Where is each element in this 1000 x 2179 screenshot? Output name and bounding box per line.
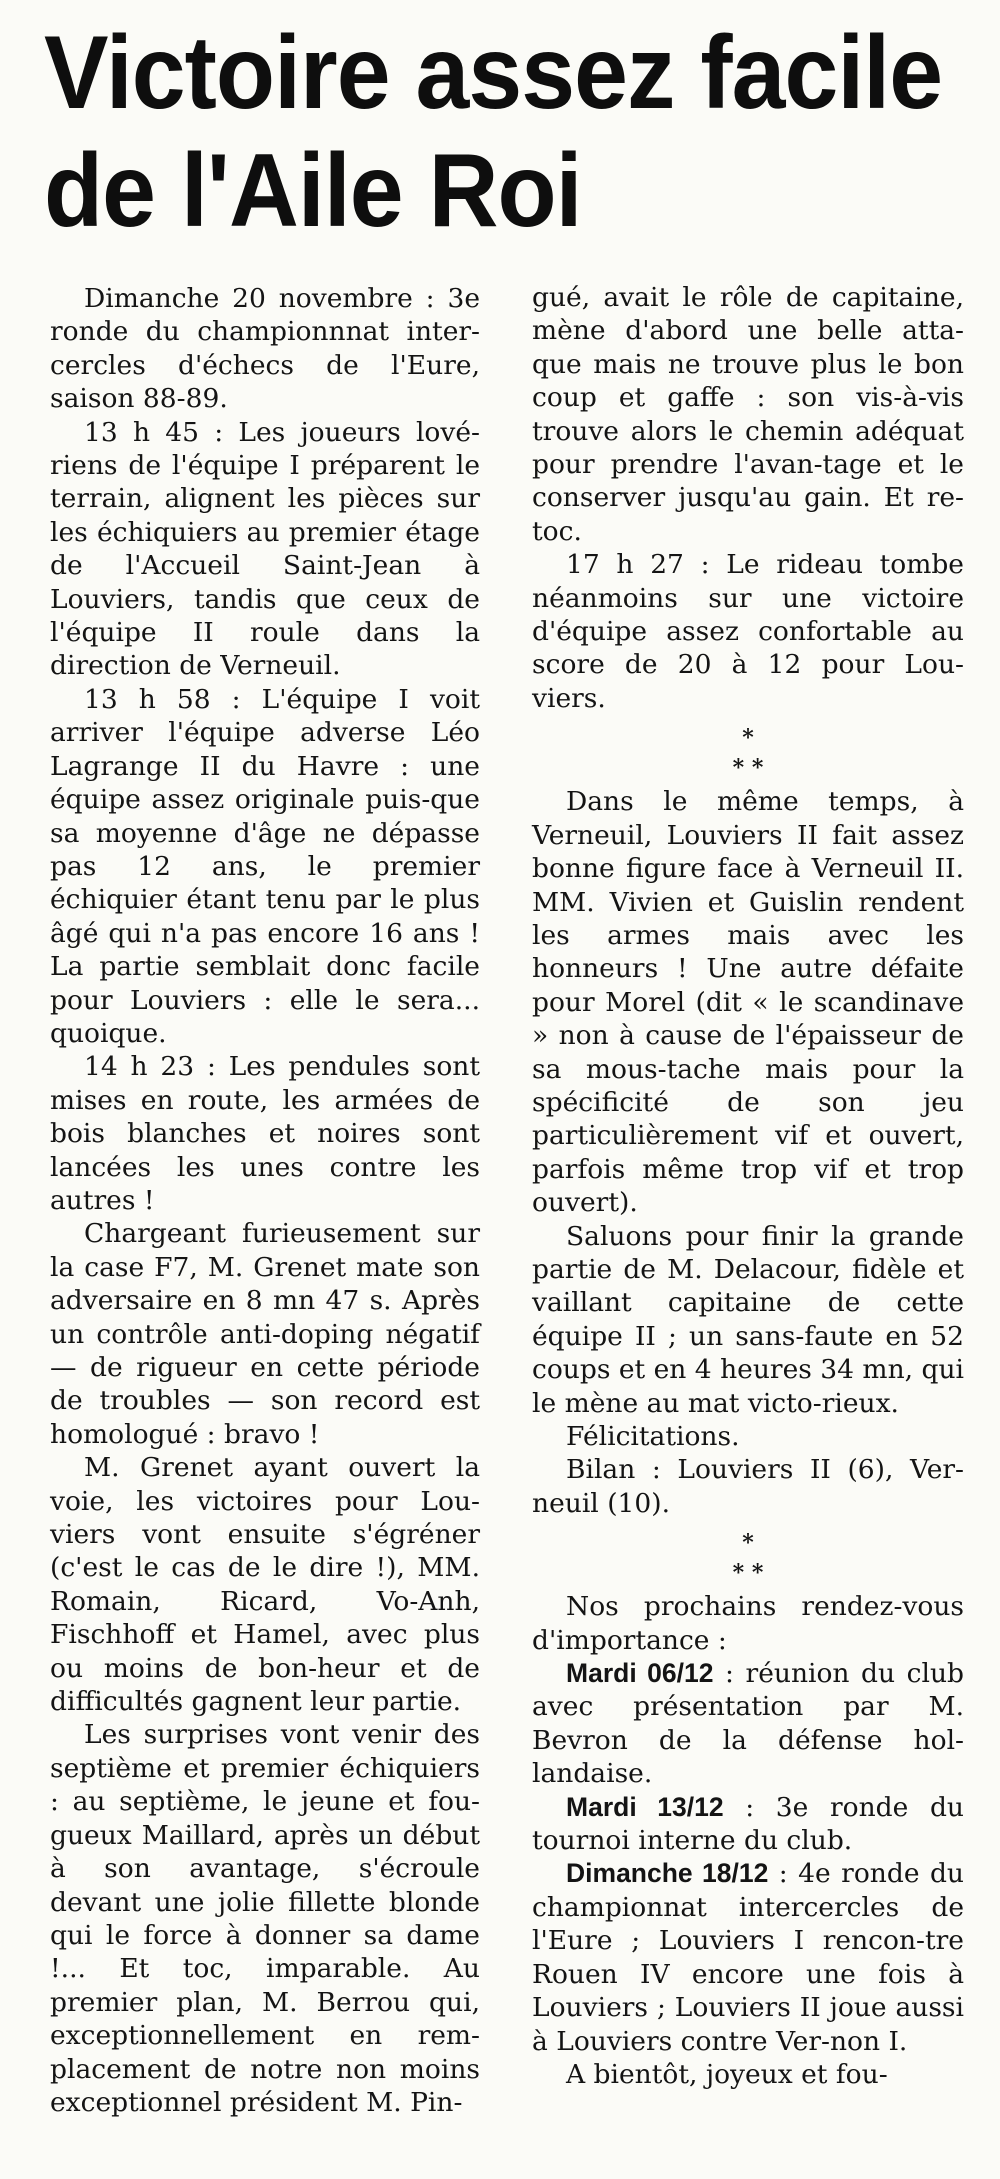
separator-star-top: * — [742, 1530, 754, 1557]
agenda-date: Dimanche 18/12 — [566, 1858, 769, 1889]
paragraph: Dans le même temps, à Verneuil, Louviers II fait assez bonne figure face à Verneuil II. MM. Vivien et Guislin rendent les armes mais avec les honneurs ! Une autre défaite pour Morel (dit « le scandinave » non à cause de l'épaisseur de sa mous-tache mais pour la spécificité de son jeu particulièrement vif et ouvert, parfois même trop vif et trop ouvert). — [532, 786, 964, 1219]
paragraph: 17 h 27 : Le rideau tombe néanmoins sur une victoire d'équipe assez confortable au score de 20 à 12 pour Lou-viers. — [532, 549, 964, 714]
paragraph: Bilan : Louviers II (6), Ver-neuil (10). — [532, 1454, 964, 1519]
separator-star-bottom: * * — [732, 755, 764, 782]
agenda-date: Mardi 06/12 — [566, 1658, 714, 1689]
section-separator — [532, 721, 964, 781]
paragraph: 13 h 58 : L'équipe I voit arriver l'équipe adverse Léo Lagrange II du Havre : une équipe assez originale puis-que sa moyenne d'âge ne dépasse pas 12 ans, le premier échiquier étant tenu par le plus âgé qui n'a pas encore 16 ans ! La partie semblait donc facile pour Louviers : elle le sera... quoique. — [50, 683, 480, 1049]
section-separator — [532, 1526, 964, 1586]
paragraph: Chargeant furieusement sur la case F7, M. Grenet mate son adversaire en 8 mn 47 s. Après un contrôle anti-doping négatif — de rigueur en cette période de troubles — son record est homologué : bravo ! — [50, 1218, 480, 1450]
paragraph: 14 h 23 : Les pendules sont mises en route, les armées de bois blanches et noires sont lancées les unes contre les autres ! — [50, 1051, 480, 1216]
paragraph: 13 h 45 : Les joueurs lové-riens de l'équipe I préparent le terrain, alignent les pièces sur les échiquiers au premier étage de l'Accueil Saint-Jean à Louviers, tandis que ceux de l'équipe II roule dans la direction de Verneuil. — [50, 416, 480, 682]
agenda-text: : 3e ronde du tournoi interne du club. — [532, 1791, 964, 1857]
paragraph: Les surprises vont venir des septième et premier échiquiers : au septième, le jeune et fou-gueux Maillard, après un début à son avantage, s'écroule devant une jolie fillette blonde qui le force à donner sa dame !... Et toc, imparable. Au premier plan, M. Berrou qui, exceptionnellement en rem-placement de notre non moins exceptionnel président M. Pin- — [50, 1719, 480, 2118]
paragraph: Dimanche 20 novembre : 3e ronde du championnnat inter-cercles d'échecs de l'Eure, saison 88-89. — [50, 283, 480, 415]
paragraph-continuation: gué, avait le rôle de capitaine, mène d'abord une belle atta-que mais ne trouve plus le bon coup et gaffe : son vis-à-vis trouve alors le chemin adéquat pour prendre l'avan-tage et le conserver jusqu'au gain. Et re-toc. — [532, 282, 964, 547]
agenda-item — [532, 1791, 964, 1858]
headline-line-2: de l'Aile Roi — [44, 133, 582, 249]
paragraph: M. Grenet ayant ouvert la voie, les victoires pour Lou-viers vont ensuite s'égréner (c'est le cas de le dire !), MM. Romain, Ricard, Vo-Anh, Fischhoff et Hamel, avec plus ou moins de bon-heur et de difficultés gagnent leur partie. — [50, 1452, 480, 1718]
right-column — [532, 281, 964, 2091]
agenda-text: : réunion du club avec présentation par M. Bevron de la défense hol-landaise. — [532, 1658, 964, 1790]
agenda-item — [532, 1657, 964, 1791]
paragraph: Félicitations. — [566, 1421, 740, 1452]
paragraph-closing: A bientôt, joyeux et fou- — [566, 2058, 888, 2090]
separator-star-top: * — [742, 725, 754, 752]
agenda-item — [532, 1857, 964, 2057]
separator-star-bottom: * * — [732, 1560, 764, 1587]
agenda-date: Mardi 13/12 — [566, 1791, 724, 1822]
agenda-text: : 4e ronde du championnat intercercles de l'Eure ; Louviers I rencon-tre Rouen IV encore une fois à Louviers ; Louviers II joue aussi à Louviers contre Ver-non I. — [532, 1858, 964, 2057]
paragraph: Saluons pour finir la grande partie de M. Delacour, fidèle et vaillant capitaine de cette équipe II ; un sans-faute en 52 coups et en 4 heures 34 mn, qui le mène au mat victo-rieux. — [532, 1220, 964, 1419]
paragraph: Nos prochains rendez-vous d'importance : — [532, 1591, 964, 1656]
left-column — [50, 282, 480, 2119]
headline — [44, 14, 943, 250]
headline-line-1: Victoire assez facile — [44, 15, 943, 131]
